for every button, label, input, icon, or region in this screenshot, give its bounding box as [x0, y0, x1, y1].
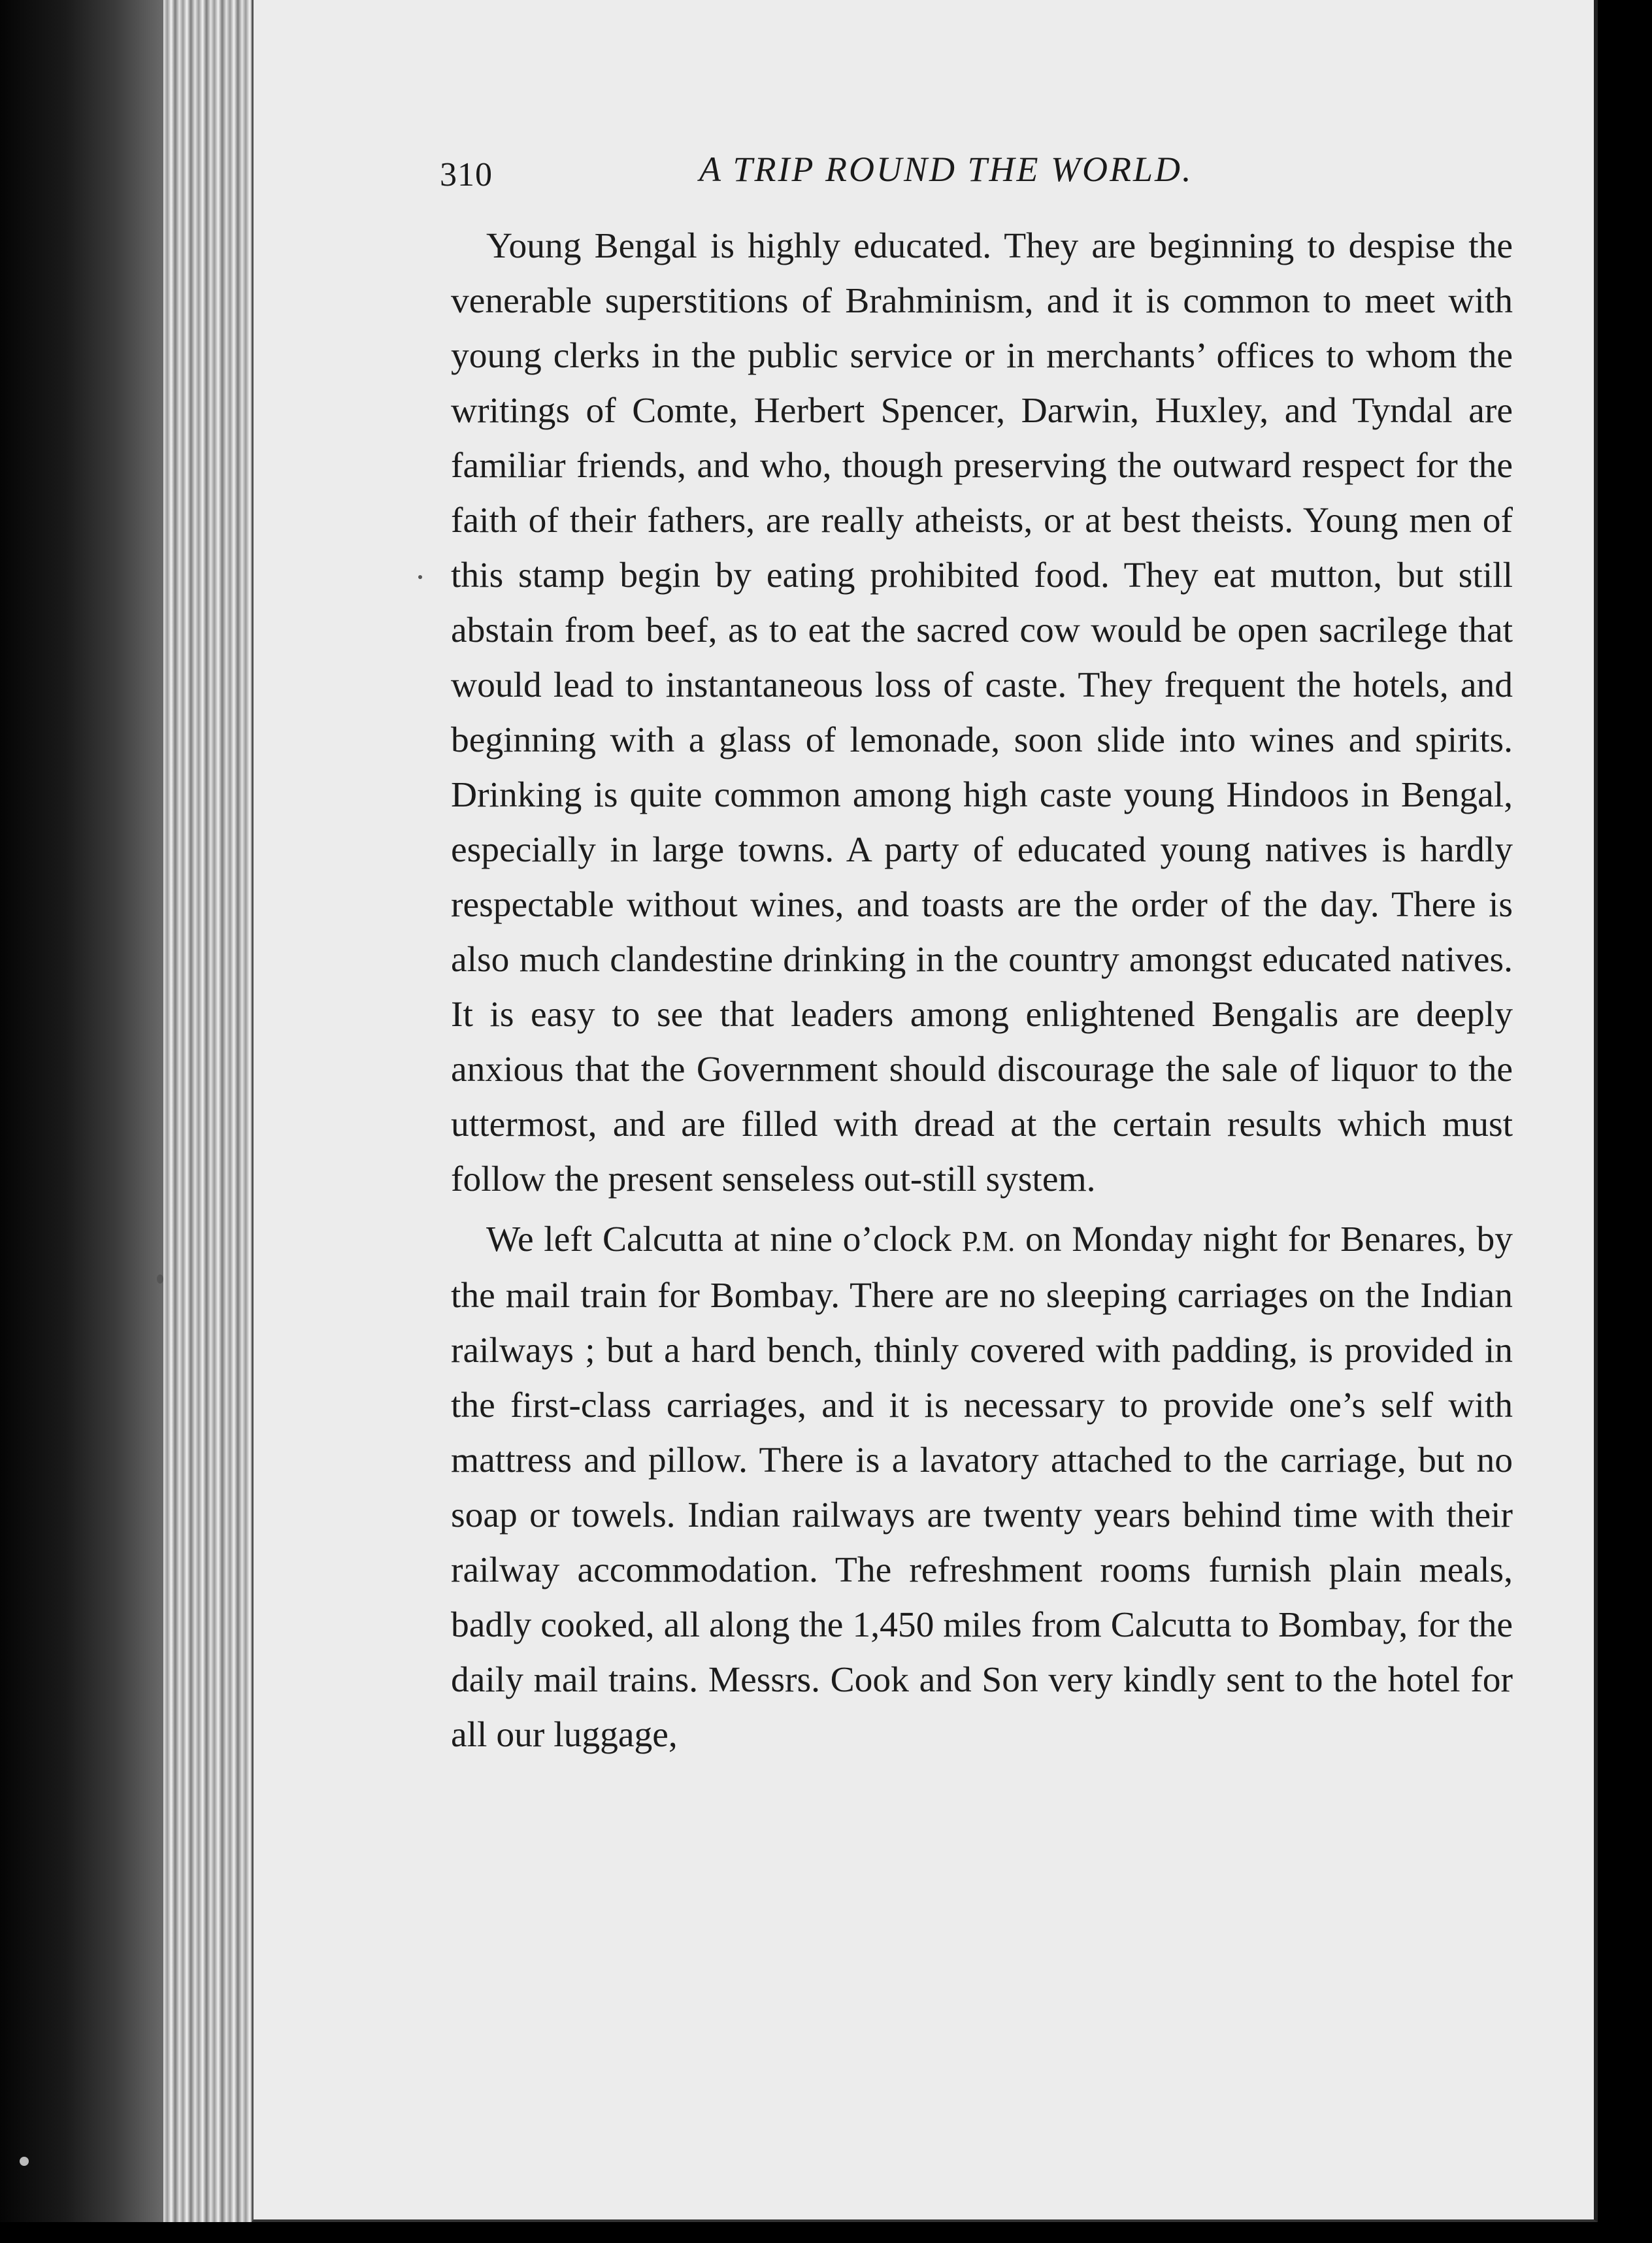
stacked-page-edges [163, 0, 261, 2243]
paragraph-young-bengal: Young Bengal is highly educated. They are beginning to despise the venerable superstitions of Brahminism, and it is common to meet with young clerks in the public service or in merchants’ offices to whom the writings of Comte, Herbert Spencer, Darwin, Huxley, and Tyndal are familiar friends, and who, though preserving the outward respect for the faith of their fathers, are really atheists, or at best theists. Young men of this stamp begin by eating prohibited food. They eat mutton, but still abstain from beef, as to eat the sacred cow would be open sacrilege that would lead to instantaneous loss of caste. They frequent the hotels, and beginning with a glass of lemonade, soon slide into wines and spirits. Drinking is quite common among high caste young Hindoos in Bengal, especially in large towns. A party of educated young natives is hardly respectable without wines, and toasts are the order of the day. There is also much clandestine drinking in the country amongst educated natives. It is easy to see that leaders among enlightened Bengalis are deeply anxious that the Government should discourage the sale of liquor to the uttermost, and are filled with dread at the certain results which must follow the present senseless out-still system. [451, 226, 1513, 1199]
book-page-edges [0, 0, 261, 2243]
scan-border-right [1598, 0, 1652, 2243]
running-title: A TRIP ROUND THE WORLD. [699, 150, 1193, 189]
page-number: 310 [440, 156, 493, 193]
scan-border-bottom [0, 2222, 1652, 2243]
scan-speck [157, 1274, 163, 1284]
time-marker: P.M. [961, 1225, 1016, 1257]
scan-speck [418, 575, 422, 579]
binding-shadow [0, 0, 163, 2243]
scan-speck [20, 2157, 29, 2166]
body-text [451, 219, 1513, 1763]
paragraph-calcutta-departure [451, 1212, 1513, 1763]
paragraph-text-rest: on Monday night for Benares, by the mail train for Bombay. There are no sleeping carriages on the Indian railways ; but a hard bench, thinly covered with padding, is provided in the first-class carriages, and it is necessary to provide one’s self with mattress and pillow. There is a lavatory attached to the carriage, but no soap or towels. Indian railways are twenty years behind time with their railway accommodation. The refreshment rooms furnish plain meals, badly cooked, all along the 1,450 miles from Calcutta to Bombay, for the daily mail trains. Messrs. Cook and Son very kindly sent to the hotel for all our luggage, [451, 1220, 1513, 1755]
paragraph-text-start: We left Calcutta at nine o’clock [486, 1220, 962, 1259]
